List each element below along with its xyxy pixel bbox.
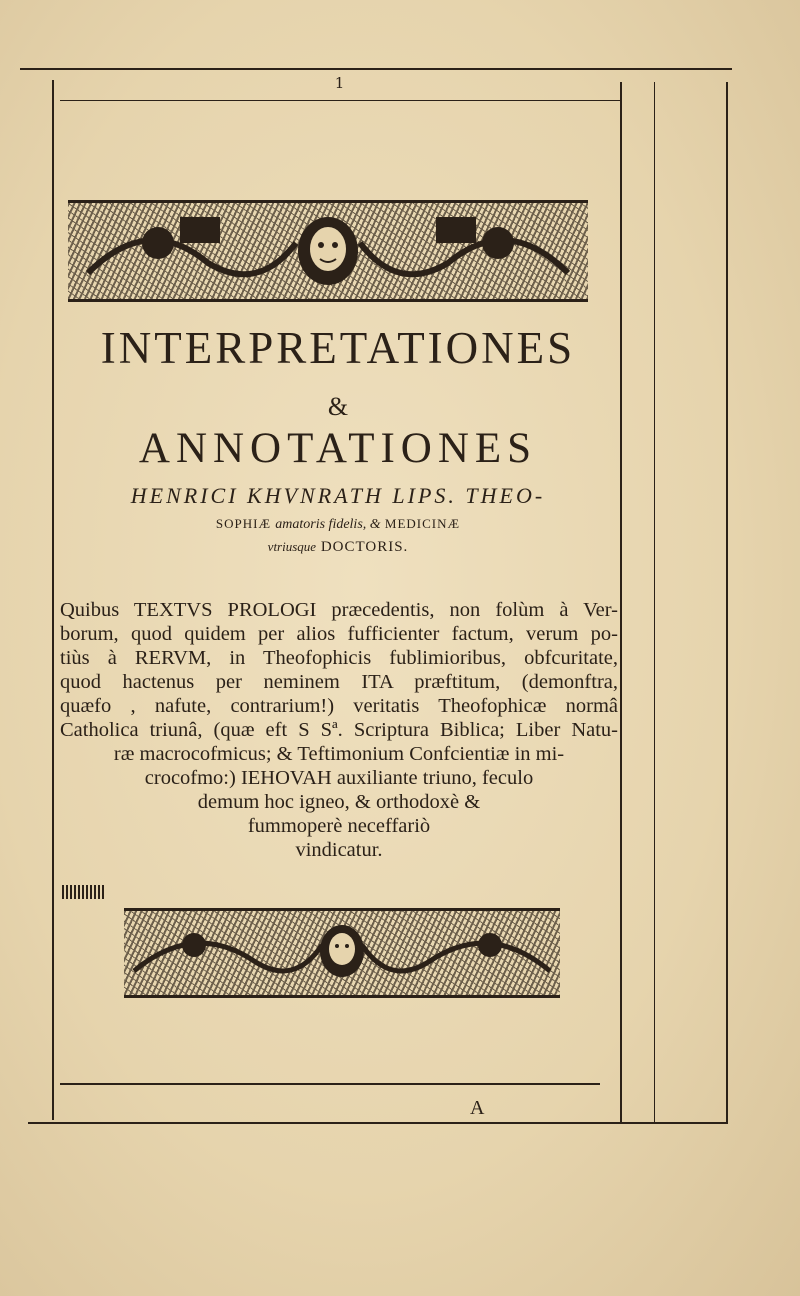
body-line: quæfo , nafute, contrarium!) veritatis Theofophicæ normâ bbox=[60, 695, 618, 717]
author-doctoris: DOCTORIS. bbox=[320, 539, 409, 555]
page-number: 1 bbox=[334, 74, 346, 92]
author-line-1: HENRICI KHVNRATH LIPS. THEO- bbox=[130, 483, 546, 508]
body-line: crocofmo:) IEHOVAH auxiliante triuno, feculo bbox=[144, 767, 534, 789]
body-line: Quibus TEXTVS PROLOGI præcedentis, non folùm à Ver- bbox=[60, 599, 618, 621]
top-border-rule bbox=[20, 68, 732, 70]
body-line: borum, quod quidem per alios fufficienter factum, verum po- bbox=[60, 623, 618, 645]
header-rule bbox=[60, 100, 620, 101]
bottom-border-rule bbox=[28, 1122, 728, 1124]
body-line: vindicatur. bbox=[295, 839, 383, 861]
body-line: tiùs à RERVM, in Theofophicis fublimioribus, obfcuritate, bbox=[60, 647, 618, 669]
title-ampersand: & bbox=[327, 392, 349, 421]
body-paragraph bbox=[60, 598, 618, 862]
body-line: quod hactenus per neminem ITA præftitum, (demonftra, bbox=[60, 671, 618, 693]
catchword-signature: A bbox=[470, 1097, 485, 1119]
author-theosophiae: SOPHIÆ bbox=[215, 516, 272, 531]
footer-rule bbox=[60, 1083, 600, 1085]
author-amatoris: amatoris fidelis, & bbox=[275, 517, 381, 532]
body-line: fummoperè neceffariò bbox=[247, 815, 431, 837]
woodcut-headpiece-icon bbox=[68, 200, 588, 302]
author-line-2 bbox=[58, 516, 618, 533]
left-margin-rule bbox=[52, 80, 54, 1120]
text-frame-rule bbox=[620, 82, 622, 1122]
body-line: ræ macrocofmicus; & Teftimonium Confcientiæ in mi- bbox=[113, 743, 565, 765]
title-line-1: INTERPRETATIONES bbox=[100, 323, 576, 373]
author-vtriusque: vtriusque bbox=[267, 539, 317, 554]
author-line-3 bbox=[58, 539, 618, 556]
facing-page-rule-2 bbox=[726, 82, 728, 1122]
facing-page-rule-1 bbox=[654, 82, 655, 1122]
body-line: demum hoc igneo, & orthodoxè & bbox=[197, 791, 481, 813]
body-line: Catholica triunâ, (quæ eft S Sª. Scriptura Biblica; Liber Natu- bbox=[60, 719, 618, 741]
woodcut-tailpiece-icon bbox=[124, 908, 560, 998]
author-medicinae: MEDICINÆ bbox=[384, 516, 461, 531]
fleuron-icon bbox=[62, 885, 104, 899]
title-line-3: ANNOTATIONES bbox=[138, 425, 538, 472]
